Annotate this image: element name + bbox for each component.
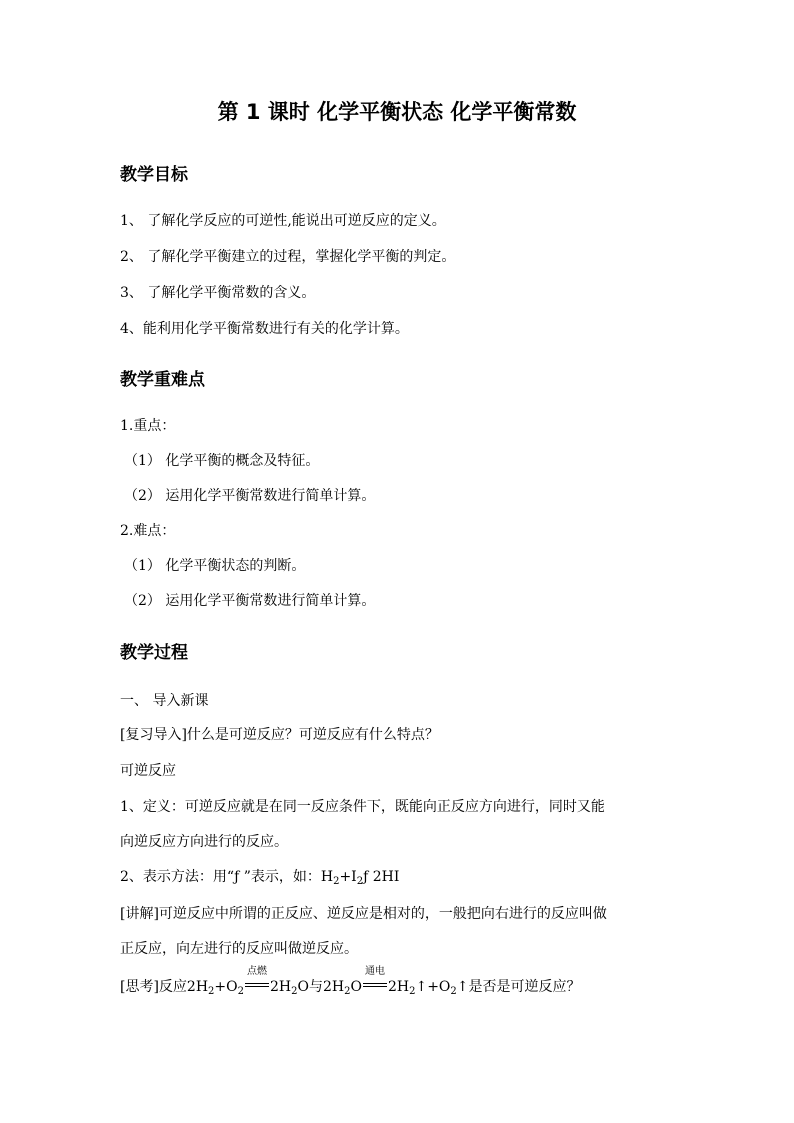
reaction-condition-ignite	[245, 966, 269, 995]
think-text: ↑+O	[415, 979, 451, 995]
intro-line: 一、 导入新课	[120, 693, 209, 709]
section-heading-goals: 教学目标	[120, 165, 188, 185]
difficult-point-1: （1） 化学平衡状态的判断。	[124, 558, 306, 574]
page-title: 第 1 课时 化学平衡状态 化学平衡常数	[217, 100, 577, 124]
subscript: 2	[409, 986, 416, 997]
think-text: ↑是否是可逆反应？	[456, 979, 581, 995]
difficult-label: 2.难点：	[120, 523, 176, 539]
repr-suffix: ƒ 2HI	[363, 869, 400, 885]
subscript: 2	[356, 876, 364, 887]
goal-item-3: 3、 了解化学平衡常数的含义。	[120, 285, 316, 301]
condition-label: 点燃	[247, 966, 268, 977]
reversible-heading: 可逆反应	[120, 763, 176, 779]
think-text: +O	[214, 979, 238, 995]
difficult-point-2: （2） 运用化学平衡常数进行简单计算。	[124, 593, 376, 609]
section-heading-key-difficult: 教学重难点	[120, 370, 205, 390]
think-line	[120, 966, 581, 997]
reaction-condition-electrolysis	[363, 966, 387, 995]
subscript: 2	[450, 986, 457, 997]
key-point-label: 1.重点：	[120, 418, 176, 434]
subscript: 2	[237, 986, 245, 997]
section-heading-process: 教学过程	[120, 643, 188, 663]
definition-line-2: 向逆反应方向进行的反应。	[120, 834, 288, 850]
think-text: O	[350, 979, 362, 995]
goal-item-2: 2、 了解化学平衡建立的过程，掌握化学平衡的判定。	[120, 249, 456, 265]
think-text: 2H	[387, 979, 410, 995]
representation-line	[120, 866, 399, 886]
definition-line-1: 1、定义：可逆反应就是在同一反应条件下，既能向正反应方向进行，同时又能	[120, 799, 605, 815]
double-line-sign	[245, 983, 269, 987]
think-text: [思考]反应2H	[120, 979, 209, 995]
think-text: O与2H	[297, 979, 345, 995]
think-text: 2H	[270, 979, 292, 995]
double-line-sign	[363, 983, 387, 987]
explain-line-2: 正反应，向左进行的反应叫做逆反应。	[120, 941, 358, 957]
goal-item-4: 4、能利用化学平衡常数进行有关的化学计算。	[120, 321, 409, 337]
condition-label: 通电	[364, 966, 385, 977]
repr-plus: +I	[339, 869, 357, 885]
goal-item-1: 1、 了解化学反应的可逆性,能说出可逆反应的定义。	[120, 213, 446, 229]
key-point-2: （2） 运用化学平衡常数进行简单计算。	[124, 488, 376, 504]
explain-line-1: [讲解]可逆反应中所谓的正反应、逆反应是相对的，一般把向右进行的反应叫做	[120, 906, 607, 922]
subscript: 2	[333, 876, 340, 887]
repr-prefix: 2、表示方法：用“ƒ ”表示，如：H	[120, 869, 334, 885]
subscript: 2	[208, 986, 215, 997]
subscript: 2	[291, 986, 298, 997]
key-point-1: （1） 化学平衡的概念及特征。	[124, 453, 320, 469]
subscript: 2	[344, 986, 351, 997]
review-line: [复习导入]什么是可逆反应？可逆反应有什么特点？	[120, 727, 439, 743]
